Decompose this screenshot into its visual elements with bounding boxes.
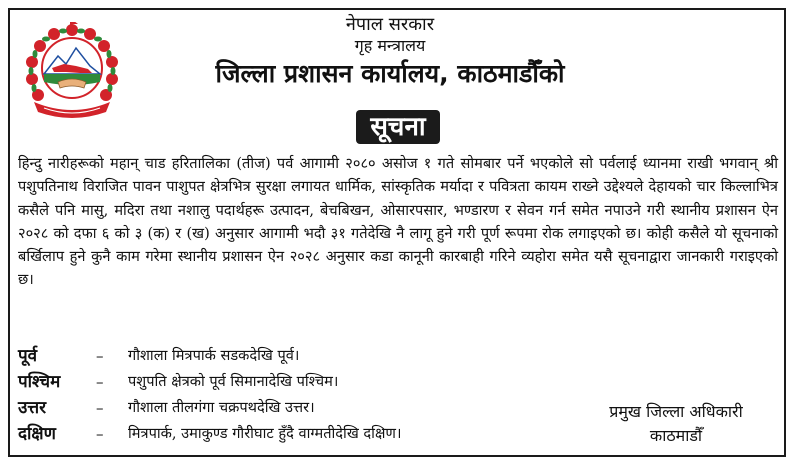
boundary-dash: – <box>96 399 104 417</box>
notice-body: हिन्दु नारीहरूको महान् चाड हरितालिका (तीज) पर्व आगामी २०८० असोज १ गते सोमबार पर्ने भएकोले सो पर्वलाई ध्यानमा राखी भगवान् श्री पशुपतिनाथ विराजित पावन पाशुपत क्षेत्रभित्र सुरक्षा लगायत धार्मिक, सांस्कृतिक मर्यादा र पवित्रता कायम राख्ने उद्देश्यले देहायको चार किल्लाभित्र कसैले पनि मासु, मदिरा तथा नशालु पदार्थहरू उत्पादन, बेचबिखन, ओसारपसार, भण्डारण र सेवन गर्न समेत नपाउने गरी स्थानीय प्रशासन ऐन २०२८ को दफा ६ को ३ (क) र (ख) अनुसार आगामी भदौ ३१ गतेदेखि नै लागू हुने गरी पूर्ण रूपमा रोक लगाइएको छ। कोही कसैले यो सूचनाको बर्खिलाप हुने कुनै काम गरेमा स्थानीय प्रशासन ऐन २०२८ अनुसार कडा कानूनी कारबाही गरिने व्यहोरा समेत यसै सूचनाद्वारा जानकारी गराइएको छ। <box>18 155 778 289</box>
ministry-name: गृह मन्त्रालय <box>354 36 426 55</box>
boundary-list <box>18 343 558 447</box>
boundary-row-east <box>18 343 558 369</box>
boundary-dash: – <box>96 425 104 443</box>
boundary-row-north <box>18 395 558 421</box>
government-name: नेपाल सरकार <box>345 14 435 35</box>
boundary-description: पशुपति क्षेत्रको पूर्व सिमानादेखि पश्चिम। <box>128 373 339 390</box>
letterhead <box>130 14 650 90</box>
boundary-dash: – <box>96 373 104 391</box>
boundary-label: पूर्व <box>18 346 38 366</box>
boundary-dash: – <box>96 347 104 365</box>
notice-title: सूचना <box>356 110 439 144</box>
boundary-label: उत्तर <box>18 398 47 418</box>
signatory-place: काठमाडौँ <box>649 426 703 445</box>
notice-title-wrap <box>0 110 796 144</box>
boundary-label: पश्चिम <box>18 372 61 392</box>
nepal-emblem-icon <box>20 22 124 122</box>
boundary-description: मित्रपार्क, उमाकुण्ड गौरीघाट हुँदै वाग्मतीदेखि दक्षिण। <box>128 425 402 442</box>
office-name: जिल्ला प्रशासन कार्यालय, काठमाडौँको <box>215 59 565 88</box>
boundary-description: गौशाला मित्रपार्क सडकदेखि पूर्व। <box>128 347 300 364</box>
boundary-row-south <box>18 421 558 447</box>
boundary-description: गौशाला तीलगंगा चक्रपथदेखि उत्तर। <box>128 399 315 416</box>
signatory-title: प्रमुख जिल्ला अधिकारी <box>609 402 743 421</box>
boundary-row-west <box>18 369 558 395</box>
signature-block <box>576 400 776 448</box>
boundary-label: दक्षिण <box>18 424 56 444</box>
